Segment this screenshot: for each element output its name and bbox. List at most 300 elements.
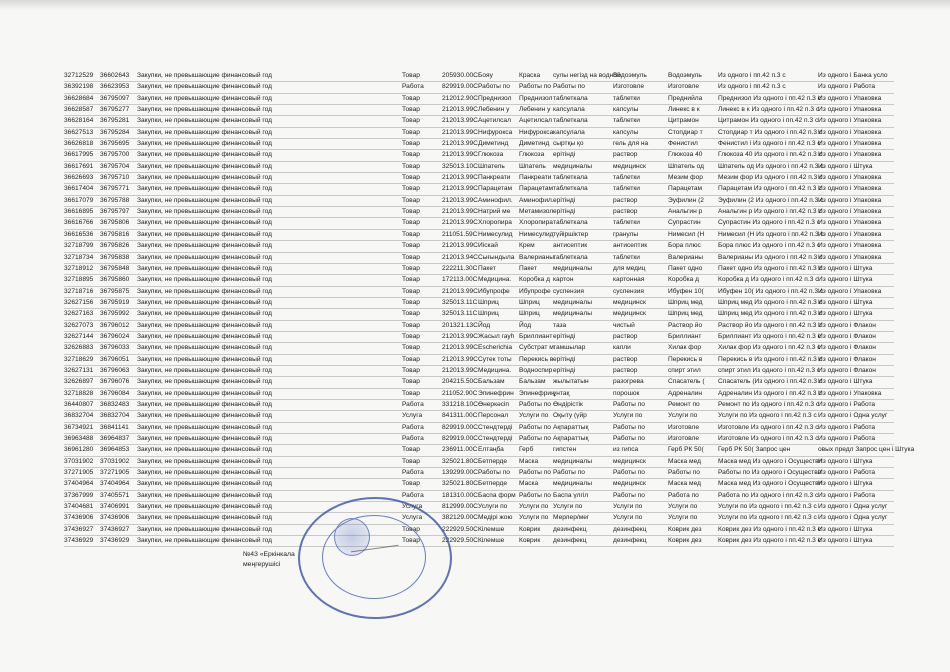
table-cell: Закупки, не превышающие финансовый год	[137, 208, 272, 216]
table-cell: Услуги по	[519, 514, 549, 522]
table-cell: Валерианы	[519, 253, 554, 261]
table-cell: Валерианы Из одного і пп.42 п.3 с	[718, 253, 823, 261]
table-cell: Закупки, не превышающие финансовый год	[137, 332, 272, 340]
table-cell: гипстен	[553, 446, 577, 454]
table-cell: антисептик	[613, 242, 648, 250]
table-cell: Өндірістік	[553, 400, 583, 408]
table-row	[64, 298, 894, 309]
table-cell: 172113.00С	[442, 276, 478, 284]
table-cell: Услуги по Из одного і пп.42 п.3 с	[718, 412, 817, 420]
table-cell: Закупки, не превышающие финансовый год	[137, 469, 272, 477]
table-row	[64, 116, 894, 127]
table-cell: Товар	[402, 94, 420, 102]
table-row	[64, 82, 894, 93]
table-cell: Работа по Из одного і пп.42 п.3 с	[718, 491, 819, 499]
table-cell: 37436927	[100, 525, 130, 533]
table-cell: 36623953	[100, 83, 130, 91]
table-cell: капсулы	[613, 128, 639, 136]
table-cell: Закупки, не превышающие финансовый год	[137, 321, 272, 329]
table-cell: Товар	[402, 72, 420, 79]
footer-line-1: №43 «Еркінкала	[243, 551, 295, 558]
table-cell: Персонал	[478, 412, 509, 420]
table-cell: 212013.99С	[442, 117, 478, 125]
table-cell: Нимесулид	[519, 230, 554, 238]
table-cell: Работы по	[553, 469, 585, 477]
table-cell: 201321.13С	[442, 321, 478, 329]
table-cell: Аминофил.	[519, 196, 554, 204]
table-cell: Товар	[402, 185, 420, 193]
table-cell: Товар	[402, 219, 420, 227]
table-cell: Закупки, не превышающие финансовый год	[137, 355, 272, 363]
table-cell: 212013.99С	[442, 219, 478, 227]
table-cell: 36602643	[100, 72, 130, 79]
table-cell: Шпатель	[478, 162, 505, 170]
table-cell: Товар	[402, 242, 420, 250]
table-cell: 32626883	[64, 344, 94, 352]
table-cell: Из одного і Одна услуг	[818, 503, 888, 511]
table-cell: Жасыл гауһ	[478, 332, 515, 340]
table-cell: Краска	[519, 72, 541, 79]
table-cell: Из одного і Одна услуг	[818, 412, 888, 420]
table-cell: Натрий ме	[478, 208, 511, 216]
table-cell: Изготовле	[668, 435, 700, 442]
table-cell: Коробка д	[519, 276, 550, 284]
table-cell: Услуги по	[478, 503, 508, 511]
table-cell: Из одного і Штука	[818, 378, 873, 386]
table-cell: Анальгин р Из одного і пп.42 п.3 с	[718, 208, 822, 216]
table-row	[64, 513, 894, 524]
table-cell: Изготовле Из одного і пп.42 п.3 с	[718, 423, 819, 431]
table-cell: 212013.99С	[442, 174, 478, 182]
table-cell: 36795816	[100, 230, 130, 238]
table-cell: Водоэмуль	[613, 72, 647, 79]
table-cell: 36796084	[100, 389, 130, 397]
table-cell: 36961280	[64, 446, 94, 454]
table-cell: Медицина.	[478, 366, 512, 374]
table-cell: Из одного і Работа	[818, 423, 876, 431]
table-cell: медицинск	[613, 298, 646, 306]
table-cell: 37436927	[64, 525, 94, 533]
table-cell: разогрева	[613, 378, 644, 386]
table-cell: Товар	[402, 298, 420, 306]
table-cell: Коврик дез Из одного і пп.42 п.3 с	[718, 537, 821, 545]
table-row	[64, 343, 894, 354]
table-cell: Закупки, не превышающие финансовый год	[137, 83, 272, 91]
table-cell: 37404964	[100, 480, 130, 488]
table-cell: 211052.90С	[442, 389, 478, 397]
table-cell: Работы по	[519, 83, 551, 91]
table-cell: Коврик	[519, 525, 541, 533]
table-cell: медицинск	[613, 162, 646, 170]
table-cell: 36440807	[64, 400, 94, 408]
table-cell: Панкреати	[478, 174, 511, 182]
table-cell: Кілемше	[478, 537, 505, 545]
table-cell: Эпинефрин	[519, 389, 555, 397]
table-row	[64, 287, 894, 298]
table-cell: 37436929	[64, 537, 94, 545]
table-cell: Перекись в	[668, 355, 703, 363]
table-cell: 36796063	[100, 366, 130, 374]
table-cell: Закупки, не превышающие финансовый год	[137, 525, 272, 533]
table-cell: 212013.99С	[442, 332, 478, 340]
table-cell: 36626693	[64, 174, 94, 182]
table-cell: Закупки, не превышающие финансовый год	[137, 128, 272, 136]
table-cell: Работа	[402, 423, 424, 431]
table-cell: 36392198	[64, 83, 94, 91]
table-cell: Услуги по	[519, 503, 549, 511]
table-cell: Товар	[402, 264, 420, 272]
table-cell: 32627156	[64, 298, 94, 306]
table-cell: Изготовле	[613, 83, 645, 91]
table-cell: медициналы	[553, 457, 592, 465]
table-cell: Товар	[402, 162, 420, 170]
table-cell: 181310.00С	[442, 491, 478, 499]
table-cell: Елтаңба	[478, 446, 504, 454]
table-cell: Услуги по	[668, 514, 698, 522]
table-cell: Оқыту (үйр	[553, 412, 587, 420]
table-cell: Преднизол	[519, 94, 553, 102]
table-cell: Водоэмуль	[668, 72, 702, 79]
table-cell: 36617995	[64, 151, 94, 159]
table-cell: Анальгин р	[668, 208, 703, 216]
table-cell: Диметинд	[478, 140, 509, 148]
table-cell: Работы по	[519, 435, 551, 442]
table-cell: Ибупрофе	[478, 287, 510, 295]
table-cell: Из одного і Работа	[818, 469, 876, 477]
table-cell: медициналы	[553, 480, 592, 488]
table-cell: Закупки, не превышающие финансовый год	[137, 412, 272, 420]
table-cell: Работа	[402, 491, 424, 499]
table-cell: спирт этил	[668, 366, 701, 374]
table-cell: 37406991	[100, 503, 130, 511]
table-cell: Нифуроксa	[478, 128, 513, 136]
table-cell: Работы по	[478, 83, 510, 91]
table-cell: Ақпараттық	[553, 423, 589, 431]
table-cell: Из одного і Упаковка	[818, 128, 882, 136]
table-row	[64, 525, 894, 536]
table-row	[64, 468, 894, 479]
table-cell: 36795704	[100, 162, 130, 170]
table-cell: Нимесулид	[478, 230, 513, 238]
table-cell: 36795826	[100, 242, 130, 250]
table-cell: Товар	[402, 196, 420, 204]
table-cell: 36964853	[100, 446, 130, 454]
table-cell: Глюкоза	[478, 151, 504, 159]
table-cell: Работы по	[613, 400, 645, 408]
table-cell: Шпатель од	[668, 162, 705, 170]
table-cell: Из одного і Упаковка	[818, 106, 882, 114]
table-cell: Товар	[402, 457, 420, 465]
table-cell: Закупки, не превышающие финансовый год	[137, 310, 272, 318]
table-cell: Пакет	[478, 264, 496, 272]
table-cell: таблетки	[613, 174, 640, 182]
table-cell: Из одного і Упаковка	[818, 174, 882, 182]
table-cell: 36796076	[100, 378, 130, 386]
table-cell: Товар	[402, 321, 420, 329]
table-cell: 36796051	[100, 355, 130, 363]
table-cell: Товар	[402, 366, 420, 374]
table-cell: Работы по	[519, 469, 551, 477]
table-cell: Медицина.	[478, 276, 512, 284]
table-cell: 32718895	[64, 276, 94, 284]
table-cell: сулы негізд на водной	[553, 72, 621, 79]
table-cell: Герб	[519, 446, 534, 454]
table-cell: Товар	[402, 117, 420, 125]
table-cell: Перекись в	[519, 355, 554, 363]
table-cell: Лебенин у	[478, 106, 510, 114]
table-cell: Герб РК 50(	[668, 446, 704, 454]
table-cell: 841311.00С	[442, 412, 478, 420]
table-cell: ерітінді	[553, 366, 576, 374]
table-cell: 212013.99С	[442, 366, 478, 374]
table-cell: 212013.94С	[442, 253, 478, 261]
table-cell: Закупки, не превышающие финансовый год	[137, 457, 272, 465]
table-cell: 36628587	[64, 106, 94, 114]
table-cell: Товар	[402, 446, 420, 454]
table-cell: ерітінді	[553, 355, 576, 363]
table-cell: 212013.99С	[442, 208, 478, 216]
table-cell: Закупки, не превышающие финансовый год	[137, 491, 272, 499]
table-cell: Закупки, не превышающие финансовый год	[137, 117, 272, 125]
table-cell: Ремонт по	[668, 400, 700, 408]
table-cell: Парацетам	[668, 185, 703, 193]
table-cell: 36617404	[64, 185, 94, 193]
scan-shadow	[0, 0, 950, 10]
table-cell: Коробка д Из одного і пп.42 п.3 с	[718, 276, 819, 284]
table-cell: 36832704	[100, 412, 130, 420]
table-cell: Стендтерді	[478, 423, 513, 431]
table-row	[64, 389, 894, 400]
table-row	[64, 184, 894, 195]
table-cell: ұнтақ	[553, 389, 570, 397]
table-cell: Өнеркәсіп	[478, 400, 509, 408]
table-cell: Из одного і Работа	[818, 83, 876, 91]
table-cell: Из одного і Штука	[818, 310, 873, 318]
table-cell: 32718912	[64, 264, 94, 272]
table-cell: Из одного і Упаковка	[818, 242, 882, 250]
table-cell: Из одного і Упаковка	[818, 94, 882, 102]
table-cell: Из одного і Флакон	[818, 332, 876, 340]
table-cell: Шприц	[478, 310, 499, 318]
table-cell: 325013.11С	[442, 298, 478, 306]
table-cell: 37404964	[64, 480, 94, 488]
table-row	[64, 162, 894, 173]
table-cell: медицинск	[613, 480, 646, 488]
table-cell: Закупки, не превышающие финансовый год	[137, 287, 272, 295]
table-cell: Услуга	[402, 514, 423, 522]
table-cell: Работа по	[668, 491, 699, 499]
table-cell: Закупки, не превышающие финансовый год	[137, 106, 272, 114]
table-cell: медициналы	[553, 162, 592, 170]
table-cell: Товар	[402, 310, 420, 318]
table-cell: Товар	[402, 106, 420, 114]
table-cell: 36616895	[64, 208, 94, 216]
table-cell: Сутек тоты	[478, 355, 512, 363]
table-cell: Хилак фор Из одного і пп.42 п.3 с	[718, 344, 821, 352]
table-cell: 204215.50С	[442, 378, 478, 386]
table-cell: Товар	[402, 253, 420, 261]
table-cell: капли	[613, 344, 631, 352]
table-cell: 222929.50С	[442, 525, 478, 533]
table-cell: 325013.11С	[442, 310, 478, 318]
table-cell: Закупки, не превышающие финансовый год	[137, 366, 272, 374]
table-cell: 812999.00С	[442, 503, 478, 511]
table-cell: Супрастин	[668, 219, 701, 227]
table-cell: Закупки, не превышающие финансовый год	[137, 514, 272, 522]
table-cell: Из одного і Штука	[818, 537, 873, 545]
table-cell: Мезим фор Из одного і пп.42 п.3 с	[718, 174, 823, 182]
table-cell: Стендтерді	[478, 435, 513, 442]
table-cell: Из одного і Упаковка	[818, 117, 882, 125]
footer-line-2: меңгерушісі	[243, 561, 281, 568]
table-cell: порошок	[613, 389, 640, 397]
table-cell: Закупки, не превышающие финансовый год	[137, 446, 272, 454]
table-cell: 36795806	[100, 219, 130, 227]
table-cell: Из одного і Упаковка	[818, 389, 882, 397]
table-cell: Стопдиар т Из одного і пп.42 п.3 с	[718, 128, 823, 136]
table-row	[64, 366, 894, 377]
table-cell: Глюкоза 40	[668, 151, 703, 159]
table-cell: Закупки, не превышающие финансовый год	[137, 344, 272, 352]
table-cell: 32627131	[64, 366, 94, 374]
table-cell: 36795992	[100, 310, 130, 318]
table-row	[64, 491, 894, 502]
table-cell: гель для на	[613, 140, 649, 148]
table-cell: Закупки, не превышающие финансовый год	[137, 162, 272, 170]
table-cell: Эуфилин (2 Из одного і пп.42 п.3 с	[718, 196, 824, 204]
table-cell: Бриллиант	[668, 332, 702, 340]
table-cell: Товар	[402, 344, 420, 352]
table-cell: Диметинд	[519, 140, 550, 148]
table-row	[64, 230, 894, 241]
table-cell: 36795797	[100, 208, 130, 216]
procurement-list	[64, 71, 915, 547]
table-cell: 222929.50С	[442, 537, 478, 545]
table-row	[64, 377, 894, 388]
table-row	[64, 94, 894, 105]
table-cell: Цитрамон	[668, 117, 699, 125]
table-cell: Работа	[402, 400, 424, 408]
table-cell: Бриллиант Из одного і пп.42 п.3 с	[718, 332, 821, 340]
table-cell: Спасатель (	[668, 378, 705, 386]
table-cell: 36841141	[100, 423, 129, 431]
table-cell: 32718716	[64, 287, 94, 295]
table-cell: раствор	[613, 151, 638, 159]
table-cell: Из одного і Упаковка	[818, 185, 882, 193]
table-cell: Товар	[402, 230, 420, 238]
table-cell: 382129.00С	[442, 514, 478, 522]
table-cell: Товар	[402, 287, 420, 295]
table-cell: Работы по	[613, 435, 645, 442]
table-cell: таблетки	[613, 253, 640, 261]
table-cell: Из одного і Работа	[818, 435, 876, 442]
table-cell: Коврик дез	[668, 537, 702, 545]
table-cell: Работы по	[519, 423, 551, 431]
table-cell: Аминофил.	[478, 196, 513, 204]
table-cell: Работы по	[553, 83, 585, 91]
table-row	[64, 253, 894, 264]
table-cell: 36795838	[100, 253, 130, 261]
table-cell: Шприц	[519, 310, 540, 318]
table-cell: 37436929	[100, 537, 130, 545]
table-cell: Бальзам	[478, 378, 505, 386]
table-cell: Эуфилин (2	[668, 196, 704, 204]
table-cell: 331218.10С	[442, 400, 478, 408]
table-cell: 36795860	[100, 276, 130, 284]
table-row	[64, 536, 894, 547]
table-cell: Из одного і Упаковка	[818, 208, 882, 216]
table-row	[64, 105, 894, 116]
table-cell: раствор	[613, 208, 638, 216]
table-cell: Баспа форм	[478, 491, 516, 499]
table-cell: Коробка д	[668, 276, 699, 284]
table-cell: овых предл Запрос цен і Штука	[818, 446, 915, 454]
table-cell: 32626897	[64, 378, 94, 386]
table-cell: Шприц	[478, 298, 499, 306]
table-cell: Закупки, не превышающие финансовый год	[137, 151, 272, 159]
table-cell: Раствор йо Из одного і пп.42 п.3 с	[718, 321, 822, 329]
table-cell: Услуга	[402, 412, 423, 420]
table-cell: 32718828	[64, 389, 94, 397]
table-cell: Маска мед	[668, 457, 701, 465]
table-cell: Метамизол	[519, 208, 554, 216]
table-cell: 36963488	[64, 435, 94, 442]
table-cell: Кілемше	[478, 525, 505, 533]
table-cell: Товар	[402, 128, 420, 136]
table-cell: Коврик	[519, 537, 541, 545]
table-cell: 36734921	[64, 423, 94, 431]
table-cell: из гипса	[613, 446, 639, 454]
table-cell: спирт этил Из одного і пп.42 п.3 с	[718, 366, 821, 374]
table-cell: Ибуфен 10(	[668, 287, 704, 295]
table-cell: раствор	[613, 366, 638, 374]
table-cell: Товар	[402, 378, 420, 386]
table-cell: 37031902	[64, 457, 94, 465]
table-cell: Маска	[519, 480, 539, 488]
table-cell: 36796033	[100, 344, 130, 352]
table-cell: Преднизол Из одного і пп.42 п.3 с	[718, 94, 821, 102]
table-cell: Из одного і Упаковка	[818, 140, 882, 148]
table-cell: Фенистил	[668, 140, 698, 148]
table-cell: Работы по	[478, 469, 510, 477]
table-cell: капсулы	[613, 106, 639, 114]
table-cell: 36795281	[100, 117, 130, 125]
table-cell: для медиц	[613, 264, 646, 272]
table-cell: 36795788	[100, 196, 130, 204]
table-cell: антисептик	[553, 242, 588, 250]
table-cell: Закупки, не превышающие финансовый год	[137, 276, 272, 284]
table-cell: Перекись в Из одного і пп.42 п.3 с	[718, 355, 822, 363]
table-cell: раствор	[613, 332, 638, 340]
table-cell: Супрастин Из одного і пп.42 п.3 с	[718, 219, 821, 227]
table-cell: 37436906	[100, 514, 130, 522]
table-cell: 36616766	[64, 219, 94, 227]
table-cell: 212013.99С	[442, 128, 478, 136]
table-cell: 36832483	[100, 400, 130, 408]
table-cell: таблетки	[613, 185, 640, 193]
table-cell: Шприц мед Из одного і пп.42 п.3 с	[718, 310, 822, 318]
table-cell: Хилак фор	[668, 344, 702, 352]
table-cell: Услуги по Из одного і пп.42 п.3 с	[718, 514, 817, 522]
table-cell: 36795695	[100, 140, 130, 148]
table-cell: 36795875	[100, 287, 130, 295]
table-cell: Товар	[402, 480, 420, 488]
table-cell: Ибупрофе	[519, 287, 551, 295]
table-cell: Шприц мед	[668, 298, 703, 306]
table-row	[64, 264, 894, 275]
table-cell: Баспа үлгіл	[553, 491, 589, 499]
table-cell: Из одного і Штука	[818, 264, 873, 272]
